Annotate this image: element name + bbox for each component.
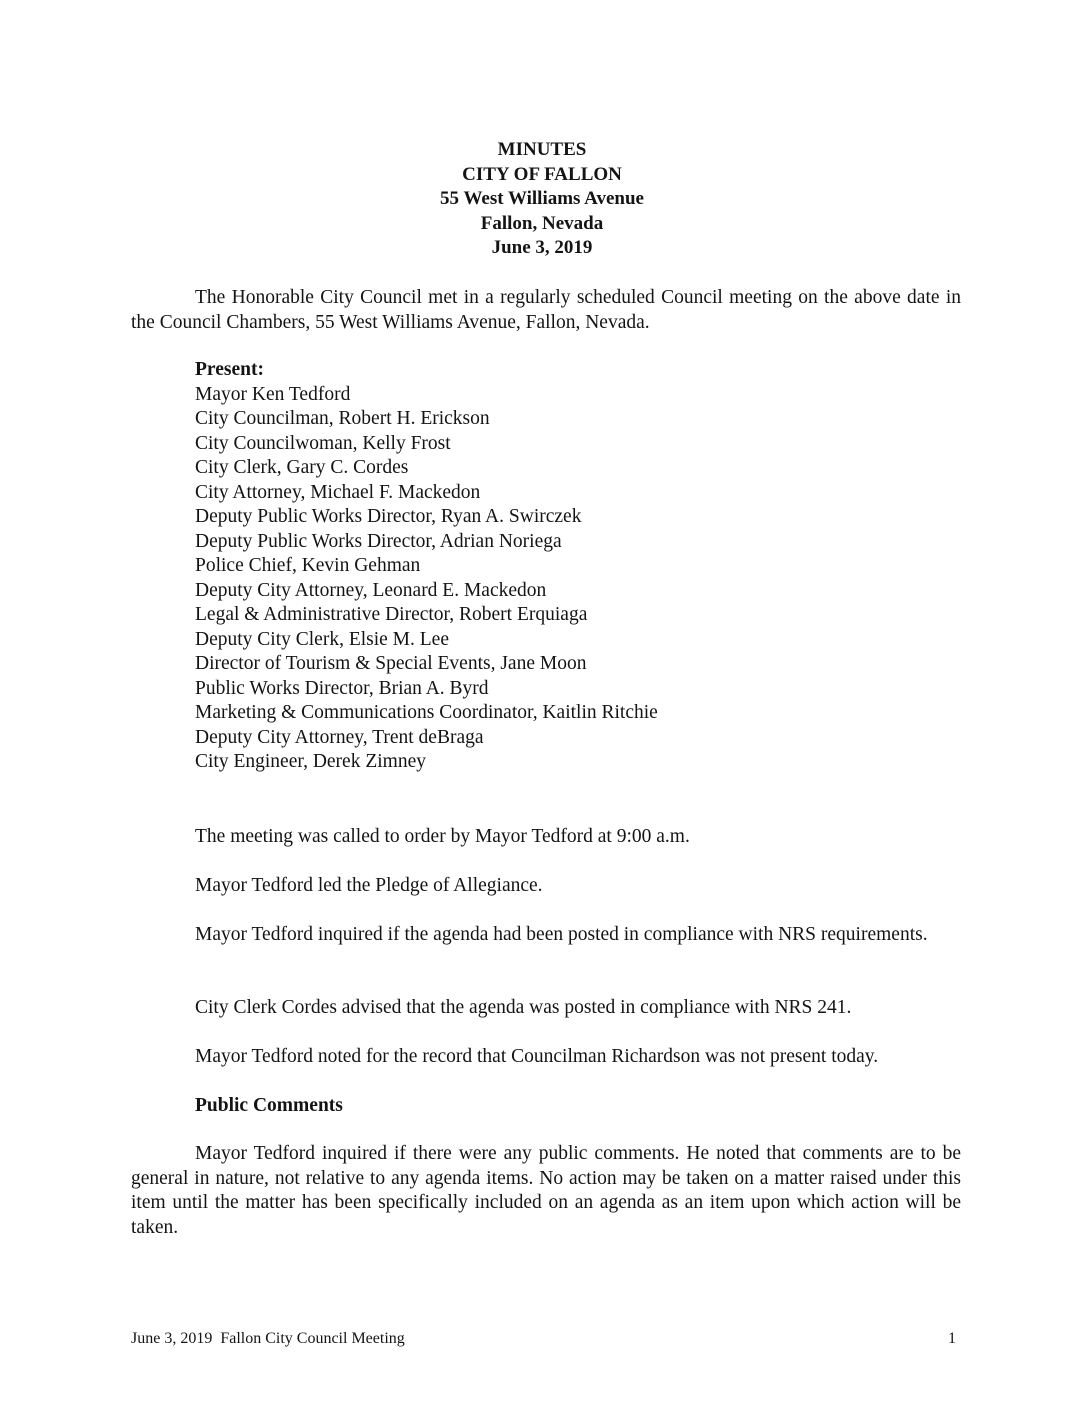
intro-paragraph: The Honorable City Council met in a regularly scheduled Council meeting on the above date in the Council Chambers, 55 West Williams Avenue, Fallon, Nevada. — [131, 287, 961, 333]
header-city: CITY OF FALLON — [462, 163, 622, 185]
attendee: Police Chief, Kevin Gehman — [195, 555, 421, 576]
attendee: Mayor Ken Tedford — [195, 383, 351, 405]
public-comments-paragraph: Mayor Tedford inquired if there were any public comments. He noted that comments are to be general in nature, not relative to any agenda items. No action may be taken on a matter raised under this item until the matter has been specifically included on an agenda as an item upon which action will be taken. — [131, 1143, 961, 1238]
attendee: City Councilman, Robert H. Erickson — [195, 408, 490, 429]
page-footer: June 3, 2019 Fallon City Council Meeting — [131, 1330, 405, 1347]
header-title: MINUTES — [497, 139, 587, 160]
public-comments-heading: Public Comments — [195, 1095, 343, 1116]
attendee: Legal & Administrative Director, Robert Erquiaga — [195, 604, 588, 625]
agenda-inquiry-paragraph: Mayor Tedford inquired if the agenda had been posted in compliance with NRS requirements. — [195, 924, 928, 945]
header-date: June 3, 2019 — [491, 237, 593, 258]
call-to-order-paragraph: The meeting was called to order by Mayor Tedford at 9:00 a.m. — [195, 826, 690, 847]
attendee: Deputy City Clerk, Elsie M. Lee — [195, 628, 449, 650]
attendee: Deputy City Attorney, Leonard E. Mackedon — [195, 579, 547, 601]
attendee: City Clerk, Gary C. Cordes — [195, 457, 409, 478]
pledge-paragraph: Mayor Tedford led the Pledge of Allegiance. — [195, 875, 543, 896]
attendee: Director of Tourism & Special Events, Jane Moon — [195, 653, 587, 674]
document-header — [0, 138, 1084, 261]
attendee: Deputy City Attorney, Trent deBraga — [195, 726, 484, 748]
attendee: Public Works Director, Brian A. Byrd — [195, 677, 489, 699]
attendee: Deputy Public Works Director, Adrian Noriega — [195, 530, 562, 552]
header-location: Fallon, Nevada — [480, 212, 604, 234]
clerk-advised-paragraph: City Clerk Cordes advised that the agenda was posted in compliance with NRS 241. — [195, 997, 852, 1018]
attendance-list — [195, 358, 658, 775]
attendee: City Attorney, Michael F. Mackedon — [195, 481, 481, 503]
header-address: 55 West Williams Avenue — [440, 188, 644, 209]
attendee: Marketing & Communications Coordinator, Kaitlin Ritchie — [195, 702, 658, 723]
page-number: 1 — [948, 1330, 956, 1347]
attendee: City Councilwoman, Kelly Frost — [195, 432, 451, 454]
attendee: City Engineer, Derek Zimney — [195, 751, 426, 772]
absence-note-paragraph: Mayor Tedford noted for the record that Councilman Richardson was not present today. — [195, 1046, 879, 1067]
present-label: Present: — [195, 359, 264, 380]
attendee: Deputy Public Works Director, Ryan A. Swirczek — [195, 506, 582, 527]
